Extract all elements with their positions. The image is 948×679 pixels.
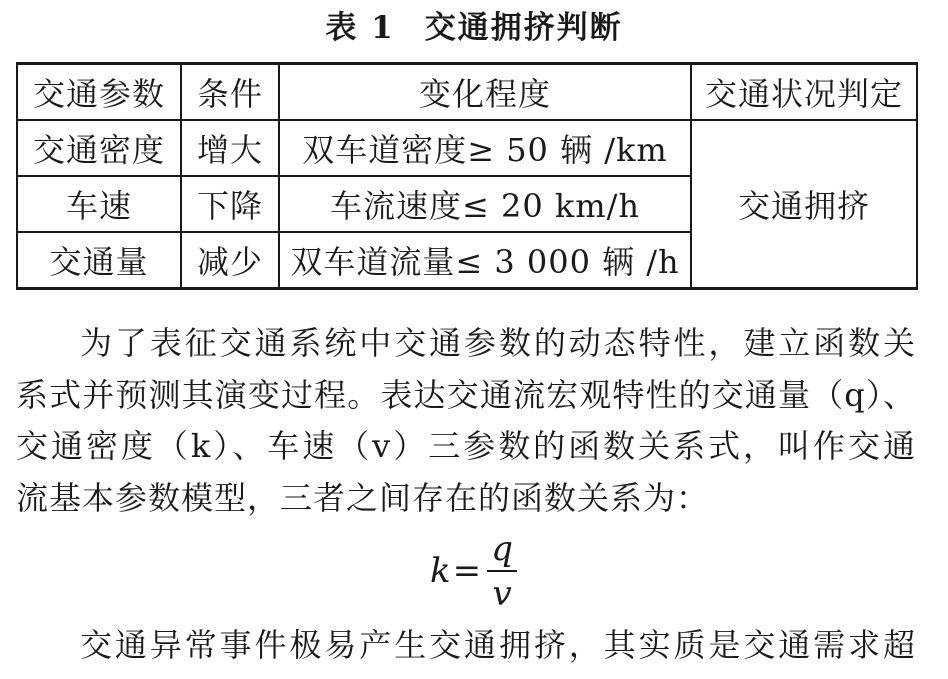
fraction-bar	[487, 570, 517, 572]
formula-equals: =	[452, 551, 482, 591]
formula-fraction	[487, 528, 517, 614]
paragraph-line: 交通密度（k）、车速（v）三参数的函数关系式，叫作交通	[16, 427, 916, 465]
header-traffic-parameter: 交通参数	[17, 64, 181, 121]
table-header-row	[17, 64, 917, 121]
paragraph-line: 系式并预测其演变过程。表达交通流宏观特性的交通量（q）、	[16, 375, 916, 414]
formula-numerator: q	[491, 528, 513, 569]
cell-condition: 增大	[181, 120, 279, 176]
cell-change: 车流速度≤ 20 km/h	[279, 176, 691, 232]
table-row	[17, 120, 917, 176]
cell-condition: 减少	[181, 232, 279, 289]
body-paragraph	[16, 620, 916, 672]
paragraph-line: 交通异常事件极易产生交通拥挤，其实质是交通需求超	[80, 626, 916, 664]
cell-param: 车速	[17, 176, 181, 232]
header-degree-of-change: 变化程度	[279, 64, 691, 121]
table-caption	[0, 6, 948, 50]
cell-verdict: 交通拥挤	[691, 120, 917, 289]
formula-lhs: k	[430, 551, 451, 591]
cell-condition: 下降	[181, 176, 279, 232]
header-traffic-status: 交通状况判定	[691, 64, 917, 121]
paragraph-line: 为了表征交通系统中交通参数的动态特性，建立函数关	[80, 324, 916, 362]
cell-param: 交通密度	[17, 120, 181, 176]
header-condition: 条件	[181, 64, 279, 121]
cell-change: 双车道密度≥ 50 辆 /km	[279, 120, 691, 176]
cell-change: 双车道流量≤ 3 000 辆 /h	[279, 232, 691, 289]
traffic-congestion-table	[16, 62, 918, 290]
density-formula	[430, 528, 517, 614]
table-title: 交通拥挤判断	[424, 10, 623, 46]
paragraph-line: 流基本参数模型，三者之间存在的函数关系为：	[16, 478, 710, 517]
body-paragraph	[16, 318, 916, 524]
table-number: 表 1	[325, 10, 395, 46]
formula-denominator: v	[492, 573, 512, 614]
cell-param: 交通量	[17, 232, 181, 289]
